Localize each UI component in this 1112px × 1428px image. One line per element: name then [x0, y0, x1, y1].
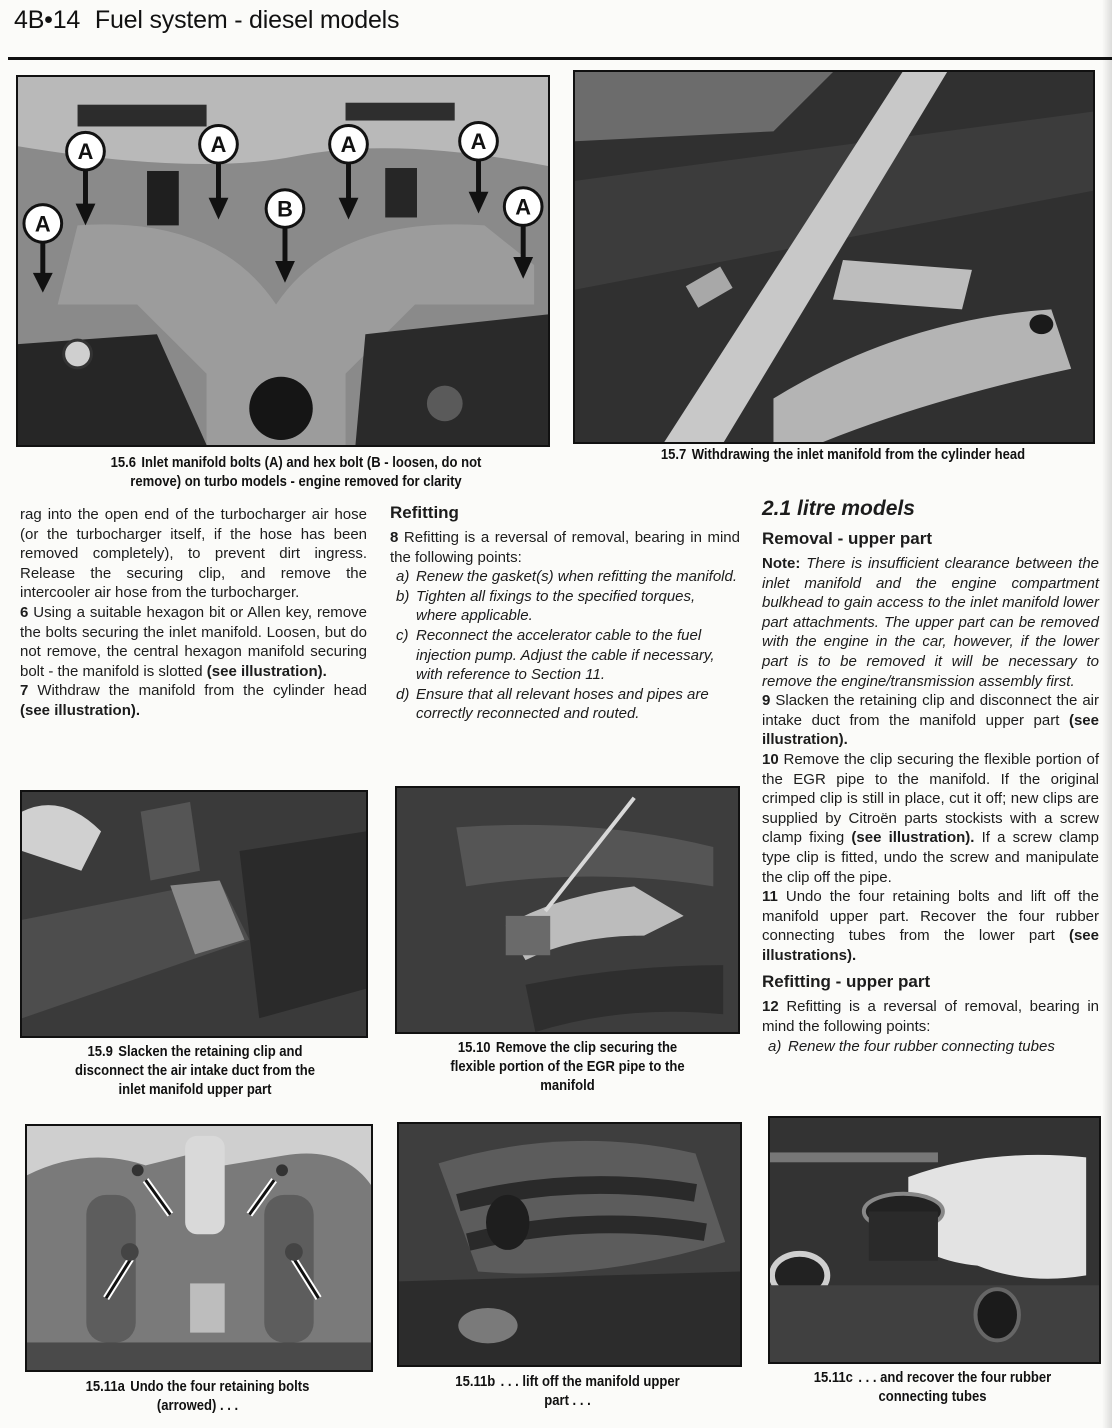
photo-15-10	[395, 786, 740, 1034]
air-intake-duct-image	[22, 792, 366, 1036]
page-edge-shadow	[1102, 0, 1112, 1428]
callout-a-1	[24, 205, 62, 293]
svg-text:A: A	[77, 139, 94, 165]
rubber-tube-image	[770, 1118, 1099, 1362]
text-column-2	[390, 502, 740, 724]
callout-a-3	[200, 125, 238, 219]
caption-15-11c: 15.11c . . . and recover the four rubber connecting tubes	[813, 1370, 1052, 1405]
step-9: 9 Slacken the retaining clip and disconnect the air intake duct from the manifold upper part (see illustration).	[762, 692, 1099, 749]
section-heading-2-1-litre: 2.1 litre models	[762, 497, 915, 520]
see-illustrations-link: (see illustrations).	[762, 927, 1099, 964]
list-item: a) Renew the gasket(s) when refitting the manifold.	[396, 568, 737, 586]
page-number: 4B•14	[14, 6, 81, 34]
svg-text:A: A	[470, 129, 487, 155]
caption-15-10: 15.10 Remove the clip securing the flexible portion of the EGR pipe to the manifold	[450, 1040, 685, 1094]
note: Note: There is insufficient clearance between the inlet manifold and the engine compartment bulkhead to gain access to the inlet manifold lower part attachments. The upper part can be removed with the engine in the car, however, if the lower part is to be removed it will be necessary to remove the engine/transmission assembly first.	[762, 555, 1100, 690]
photo-15-11b	[397, 1122, 742, 1367]
svg-text:A: A	[340, 132, 357, 158]
removal-upper-part-heading: Removal - upper part	[762, 529, 933, 548]
svg-text:B: B	[277, 196, 293, 222]
caption-15-7: 15.7 Withdrawing the inlet manifold from the cylinder head	[660, 447, 1026, 463]
step-6: 6 Using a suitable hexagon bit or Allen key, remove the bolts securing the inlet manifold. Loosen, but do not remove, the central hexagon manifold securing bolt - the manifold is slotted (see illustration).	[20, 603, 367, 680]
step-12: 12 Refitting is a reversal of removal, bearing in mind the following points:	[762, 998, 1100, 1036]
egr-pipe-clip-image	[397, 788, 738, 1032]
svg-text:A: A	[515, 194, 532, 220]
text-column-1	[20, 505, 367, 721]
caption-15-6: 15.6 Inlet manifold bolts (A) and hex bolt (B - loosen, do not remove) on turbo models - engine removed for clarity	[110, 455, 482, 490]
chapter-title: Fuel system - diesel models	[94, 6, 400, 34]
photo-15-11c	[768, 1116, 1101, 1364]
photo-15-9	[20, 790, 368, 1038]
list-item: c) Reconnect the accelerator cable to the fuel injection pump. Adjust the cable if necessary, with reference to Section 11.	[396, 626, 715, 684]
see-illustration-link: (see illustration).	[851, 829, 975, 847]
step-7: 7 Withdraw the manifold from the cylinder head (see illustration).	[20, 682, 368, 719]
svg-text:A: A	[34, 211, 51, 237]
list-item: b) Tighten all fixings to the specified torques, where applicable.	[396, 587, 696, 625]
callout-a-2	[67, 132, 105, 225]
refitting-upper-points-list	[762, 1037, 1099, 1057]
header-rule	[8, 57, 1112, 60]
manifold-withdrawal-image	[575, 72, 1093, 442]
bolt-callouts	[18, 77, 548, 445]
caption-15-11b: 15.11b . . . lift off the manifold upper part . . .	[455, 1374, 680, 1409]
see-illustration-link: (see illustration).	[762, 711, 1099, 749]
manifold-bolts-image	[27, 1126, 371, 1370]
step-11: 11 Undo the four retaining bolts and lift off the manifold upper part. Recover the four rubber connecting tubes from the lower part (see illustrations).	[762, 888, 1099, 964]
callout-a-6	[504, 188, 542, 279]
see-illustration-link: (see illustration).	[206, 662, 327, 680]
page-header	[14, 6, 399, 35]
caption-15-11a: 15.11a Undo the four retaining bolts (arrowed) . . .	[85, 1379, 310, 1414]
manifold-upper-part-image	[399, 1124, 740, 1365]
photo-15-11a	[25, 1124, 373, 1372]
caption-15-9: 15.9 Slacken the retaining clip and disconnect the air intake duct from the inlet manifold upper part	[74, 1044, 316, 1098]
refitting-upper-part-heading: Refitting - upper part	[762, 972, 931, 992]
photo-15-6	[16, 75, 550, 447]
svg-text:A: A	[210, 132, 227, 158]
refitting-points-list	[390, 567, 740, 724]
see-illustration-link: (see illustration).	[20, 701, 141, 719]
step-8: 8 Refitting is a reversal of removal, bearing in mind the following points:	[390, 529, 740, 566]
text-column-3	[762, 496, 1099, 1056]
refitting-heading: Refitting	[390, 503, 459, 522]
list-item: d) Ensure that all relevant hoses and pipes are correctly reconnected and routed.	[396, 685, 709, 723]
paragraph-continued: rag into the open end of the turbocharger air hose (or the turbocharger itself, if the hose has been removed completely), to prevent dirt ingress. Release the securing clip, and remove the intercooler air hose from the turbocharger.	[20, 506, 367, 602]
list-item: a) Renew the four rubber connecting tubes	[768, 1037, 1055, 1055]
callout-a-4	[330, 125, 368, 219]
step-10: 10 Remove the clip securing the flexible portion of the EGR pipe to the manifold. If the original crimped clip is still in place, cut it off; new clips are supplied by Citroën parts stockists with a screw clamp fixing (see illustration). If a screw clamp type clip is fitted, undo the screw and manipulate the clip off the pipe.	[762, 750, 1100, 886]
callout-b	[266, 190, 304, 283]
photo-15-7	[573, 70, 1095, 444]
callout-a-5	[460, 123, 498, 214]
